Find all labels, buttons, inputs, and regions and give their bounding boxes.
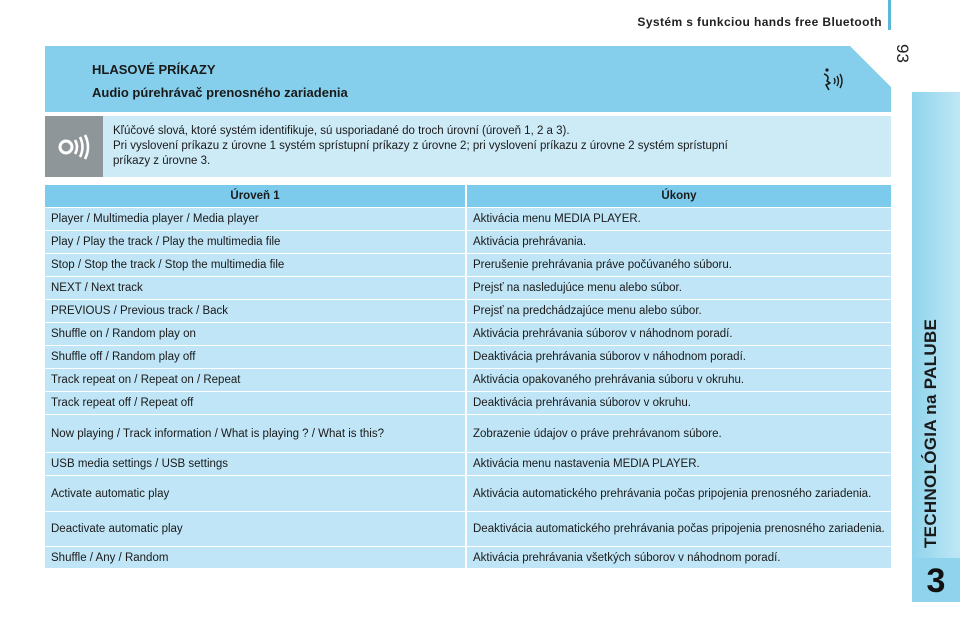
table-cell-action: Zobrazenie údajov o práve prehrávanom súbore. xyxy=(473,427,722,440)
info-icon-box xyxy=(45,116,103,177)
table-cell-command: Now playing / Track information / What is playing ? / What is this? xyxy=(45,415,467,452)
table-row xyxy=(45,415,891,453)
table-cell-action: Prejsť na nasledujúce menu alebo súbor. xyxy=(473,282,682,294)
info-text xyxy=(103,116,891,177)
info-line-1: Kľúčové slová, ktoré systém identifikuje, sú usporiadané do troch úrovní (úroveň 1, 2 a 3). xyxy=(113,125,570,137)
table-cell-action: Aktivácia prehrávania všetkých súborov v náhodnom poradí. xyxy=(473,551,781,564)
table-row xyxy=(45,323,891,346)
table-row xyxy=(45,300,891,323)
side-tab-label: TECHNOLÓGIA na PALUBE xyxy=(921,318,940,548)
table-cell-command: Shuffle / Any / Random xyxy=(45,547,467,568)
table-cell-action: Aktivácia automatického prehrávania počas pripojenia prenosného zariadenia. xyxy=(473,487,872,500)
table-cell-action: Deaktivácia prehrávania súborov v náhodnom poradí. xyxy=(473,351,746,363)
section-banner xyxy=(45,46,891,112)
table-cell-command: Deactivate automatic play xyxy=(45,512,467,546)
table-cell-command: Track repeat on / Repeat on / Repeat xyxy=(45,369,467,391)
table-cell-action: Deaktivácia automatického prehrávania počas pripojenia prenosného zariadenia. xyxy=(473,523,885,535)
chapter-number: 3 xyxy=(926,562,946,600)
table-cell-command: PREVIOUS / Previous track / Back xyxy=(45,300,467,322)
table-row xyxy=(45,277,891,300)
table-cell-command: NEXT / Next track xyxy=(45,277,467,299)
table-row xyxy=(45,231,891,254)
table-cell-command: Player / Multimedia player / Media player xyxy=(45,208,467,230)
table-cell-action: Prejsť na predchádzajúce menu alebo súbor. xyxy=(473,305,702,317)
commands-table xyxy=(45,185,891,569)
table-header-actions: Úkony xyxy=(661,190,697,202)
table-row xyxy=(45,254,891,277)
voice-command-icon xyxy=(818,66,848,94)
section-title: HLASOVÉ PRÍKAZY xyxy=(92,62,216,77)
table-cell-action: Aktivácia menu nastavenia MEDIA PLAYER. xyxy=(473,458,700,470)
table-row xyxy=(45,547,891,569)
info-line-3: príkazy z úrovne 3. xyxy=(113,155,211,167)
table-row xyxy=(45,208,891,231)
table-cell-action: Aktivácia prehrávania. xyxy=(473,236,587,248)
table-row xyxy=(45,392,891,415)
section-subtitle: Audio púrehrávač prenosného zariadenia xyxy=(92,85,348,100)
page-number: 93 xyxy=(893,44,912,63)
header-rule xyxy=(888,0,891,30)
table-cell-action: Aktivácia menu MEDIA PLAYER. xyxy=(473,213,641,225)
table-cell-command: Shuffle off / Random play off xyxy=(45,346,467,368)
table-cell-command: Track repeat off / Repeat off xyxy=(45,392,467,414)
table-cell-action: Deaktivácia prehrávania súborov v okruhu. xyxy=(473,397,691,409)
table-header-row xyxy=(45,185,891,208)
header-title: Systém s funkciou hands free Bluetooth xyxy=(637,15,882,29)
table-cell-command: Stop / Stop the track / Stop the multimedia file xyxy=(45,254,467,276)
table-cell-command: Shuffle on / Random play on xyxy=(45,323,467,345)
table-cell-action: Aktivácia opakovaného prehrávania súboru v okruhu. xyxy=(473,374,745,386)
table-row xyxy=(45,346,891,369)
table-cell-action: Aktivácia prehrávania súborov v náhodnom poradí. xyxy=(473,328,733,340)
table-row xyxy=(45,369,891,392)
info-line-2: Pri vyslovení príkazu z úrovne 1 systém sprístupní príkazy z úrovne 2; pri vyslovení príkazu z úrovne 2 systém sprístupní xyxy=(113,140,728,152)
speaker-sound-icon xyxy=(57,132,91,162)
table-cell-command: USB media settings / USB settings xyxy=(45,453,467,475)
table-row xyxy=(45,476,891,512)
table-cell-command: Activate automatic play xyxy=(45,476,467,511)
table-row xyxy=(45,512,891,547)
table-row xyxy=(45,453,891,476)
table-header-level: Úroveň 1 xyxy=(45,185,467,207)
table-cell-action: Prerušenie prehrávania práve počúvaného súboru. xyxy=(473,259,732,271)
table-cell-command: Play / Play the track / Play the multimedia file xyxy=(45,231,467,253)
